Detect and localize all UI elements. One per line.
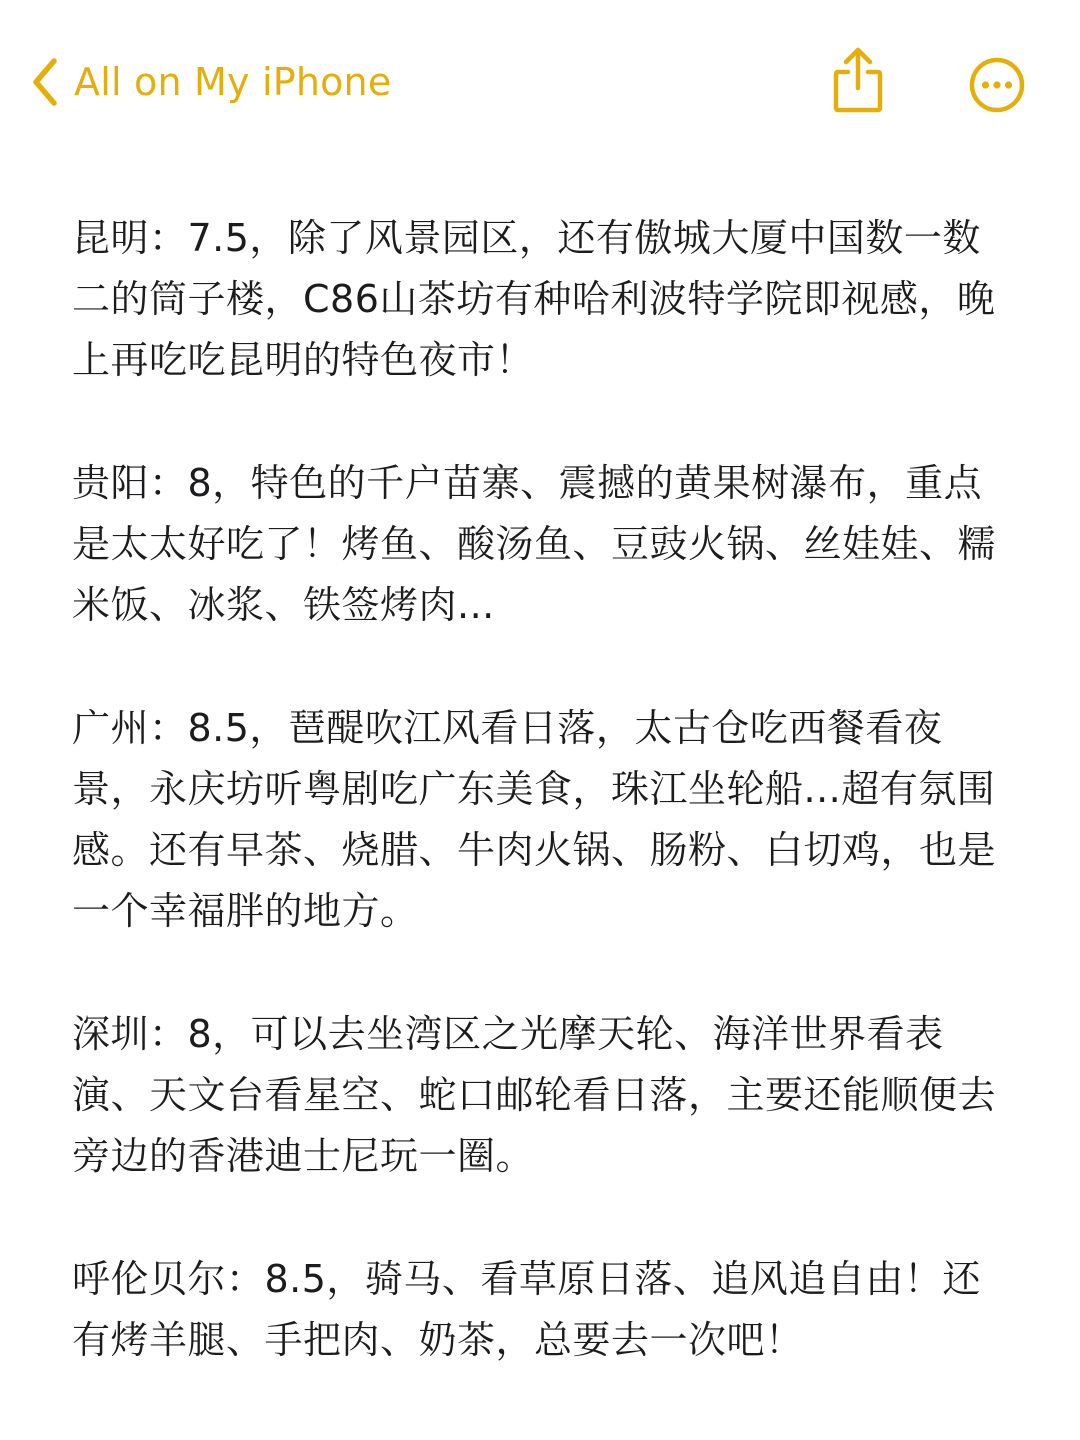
note-paragraph-hulunbuir: 呼伦贝尔：8.5，骑马、看草原日落、追风追自由！还有烤羊腿、手把肉、奶茶，总要去一次吧！	[72, 1257, 981, 1362]
note-paragraph-guangzhou: 广州：8.5，琶醍吹江风看日落，太古仓吃西餐看夜景，永庆坊听粤剧吃广东美食，珠江坐轮船...超有氛围感。还有早茶、烧腊、牛肉火锅、肠粉、白切鸡，也是一个幸福胖的地方。	[72, 706, 997, 933]
more-icon	[968, 56, 1026, 114]
note-body[interactable]	[72, 208, 1012, 1433]
navigation-bar	[0, 0, 1080, 170]
share-button[interactable]	[830, 44, 886, 114]
back-button-label: All on My iPhone	[74, 60, 392, 104]
share-icon	[830, 44, 886, 114]
note-paragraph-kunming: 昆明：7.5，除了风景园区，还有傲城大厦中国数一数二的筒子楼，C86山茶坊有种哈利波特学院即视感，晚上再吃吃昆明的特色夜市！	[72, 216, 996, 382]
note-paragraph-shenzhen: 深圳：8，可以去坐湾区之光摩天轮、海洋世界看表演、天文台看星空、蛇口邮轮看日落，主要还能顺便去旁边的香港迪士尼玩一圈。	[72, 1012, 997, 1178]
note-paragraph-guiyang: 贵阳：8，特色的千户苗寨、震撼的黄果树瀑布，重点是太太好吃了！烤鱼、酸汤鱼、豆豉火锅、丝娃娃、糯米饭、冰浆、铁签烤肉...	[72, 461, 997, 627]
back-button[interactable]	[30, 50, 391, 114]
more-options-button[interactable]	[968, 56, 1026, 114]
chevron-left-icon	[30, 57, 60, 107]
